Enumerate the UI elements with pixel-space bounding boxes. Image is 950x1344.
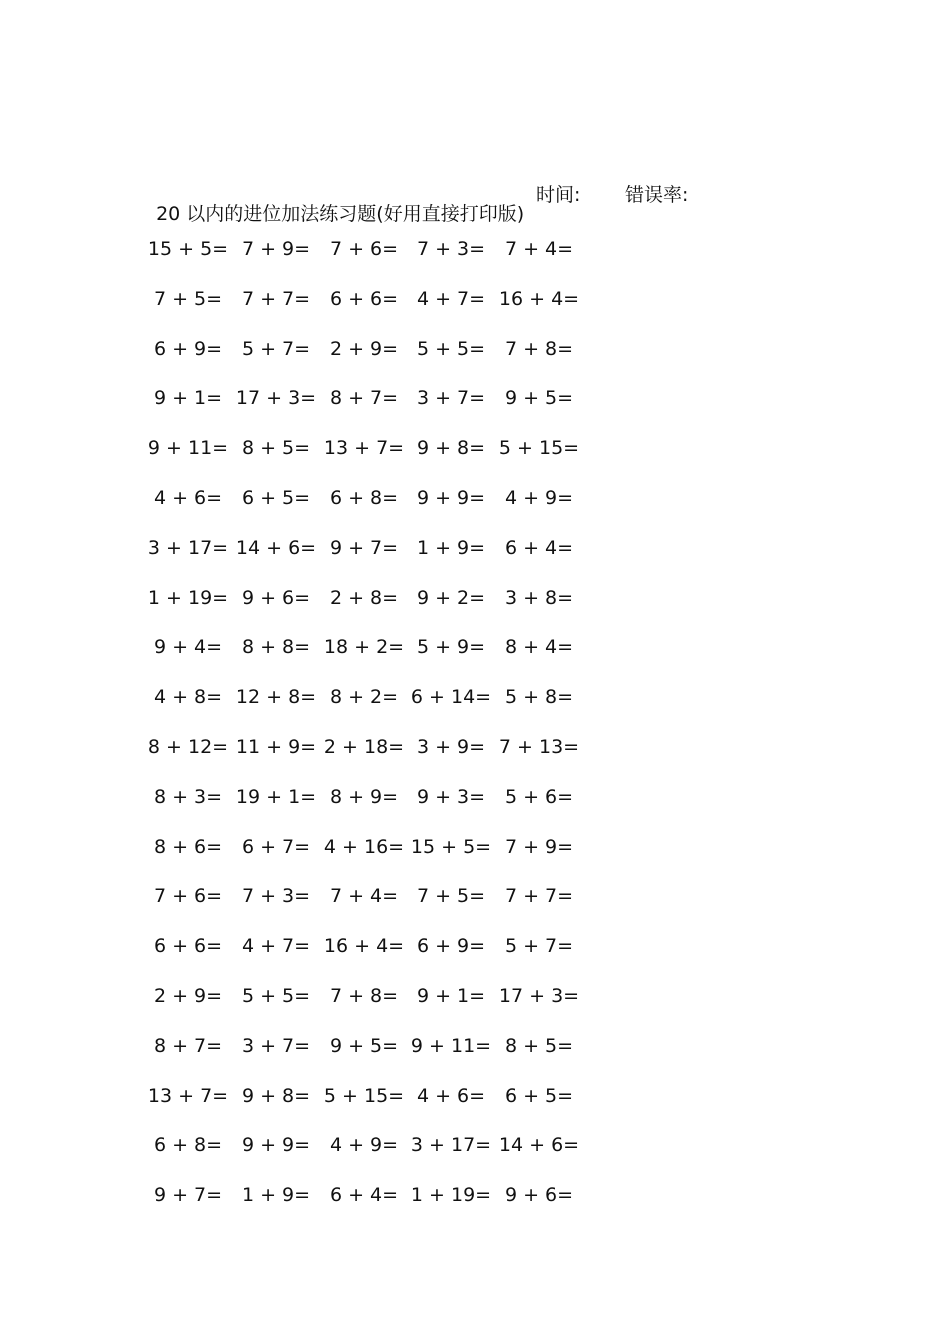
problem-item: 8 + 7= [329, 387, 399, 410]
problem-item: 5 + 5= [241, 985, 311, 1007]
problem-item: 1 + 19= [410, 1184, 492, 1207]
problem-row [0, 733, 950, 761]
problem-item: 12 + 8= [235, 686, 317, 709]
problem-row [0, 1181, 950, 1209]
problem-row [0, 683, 950, 711]
problem-item: 7 + 3= [416, 238, 486, 260]
problem-item: 17 + 3= [498, 985, 580, 1007]
problem-item: 2 + 9= [153, 985, 223, 1007]
problem-item: 8 + 6= [153, 835, 223, 858]
problem-row [0, 285, 950, 313]
problem-item: 9 + 4= [153, 636, 223, 659]
problem-item: 18 + 2= [323, 636, 405, 659]
problem-row [0, 882, 950, 910]
problem-item: 3 + 9= [416, 736, 486, 758]
problem-item: 6 + 7= [241, 835, 311, 858]
problem-item: 6 + 8= [153, 1134, 223, 1157]
problem-item: 15 + 5= [410, 835, 492, 858]
problem-item: 14 + 6= [235, 536, 317, 559]
problem-item: 7 + 4= [504, 238, 574, 260]
problem-row [0, 633, 950, 661]
problem-item: 9 + 8= [241, 1084, 311, 1107]
problem-item: 4 + 6= [153, 487, 223, 509]
problem-item: 7 + 8= [329, 985, 399, 1007]
problem-item: 11 + 9= [235, 736, 317, 758]
problem-item: 13 + 7= [323, 437, 405, 460]
problem-item: 8 + 8= [241, 636, 311, 659]
problem-item: 7 + 3= [241, 885, 311, 908]
time-label: 时间: [536, 184, 581, 206]
problem-item: 7 + 6= [329, 238, 399, 260]
problem-item: 8 + 4= [504, 636, 574, 659]
problem-item: 5 + 7= [241, 337, 311, 360]
problem-item: 7 + 7= [504, 885, 574, 908]
problem-row [0, 1032, 950, 1060]
problem-item: 17 + 3= [235, 387, 317, 410]
problem-row [0, 484, 950, 512]
error-rate-label: 错误率: [625, 184, 689, 206]
problem-item: 8 + 12= [147, 736, 229, 758]
problem-item: 8 + 9= [329, 785, 399, 808]
problem-item: 16 + 4= [323, 935, 405, 958]
problem-item: 7 + 7= [241, 287, 311, 310]
problem-item: 2 + 9= [329, 337, 399, 360]
problem-item: 6 + 14= [410, 686, 492, 709]
problem-item: 4 + 9= [329, 1134, 399, 1157]
problem-item: 7 + 4= [329, 885, 399, 908]
problem-item: 5 + 5= [416, 337, 486, 360]
problem-item: 7 + 9= [241, 238, 311, 260]
problem-item: 7 + 8= [504, 337, 574, 360]
problem-item: 8 + 7= [153, 1034, 223, 1057]
problem-item: 9 + 5= [329, 1034, 399, 1057]
problem-row [0, 434, 950, 462]
problem-item: 9 + 7= [153, 1184, 223, 1207]
problem-item: 9 + 7= [329, 536, 399, 559]
problem-row [0, 982, 950, 1010]
problem-item: 8 + 2= [329, 686, 399, 709]
problem-item: 3 + 8= [504, 586, 574, 609]
problem-item: 7 + 6= [153, 885, 223, 908]
problem-item: 5 + 15= [498, 437, 580, 460]
problem-item: 9 + 11= [410, 1034, 492, 1057]
problem-item: 2 + 8= [329, 586, 399, 609]
problem-item: 9 + 9= [241, 1134, 311, 1157]
problem-item: 5 + 8= [504, 686, 574, 709]
problem-item: 6 + 9= [153, 337, 223, 360]
problem-item: 9 + 1= [416, 985, 486, 1007]
problem-item: 4 + 9= [504, 487, 574, 509]
problem-item: 15 + 5= [147, 238, 229, 260]
problem-item: 9 + 5= [504, 387, 574, 410]
problem-row [0, 534, 950, 562]
problem-item: 4 + 6= [416, 1084, 486, 1107]
problem-item: 6 + 4= [504, 536, 574, 559]
problem-item: 5 + 7= [504, 935, 574, 958]
problem-item: 9 + 3= [416, 785, 486, 808]
problem-item: 1 + 19= [147, 586, 229, 609]
problem-item: 5 + 6= [504, 785, 574, 808]
problem-item: 4 + 7= [416, 287, 486, 310]
problem-item: 4 + 7= [241, 935, 311, 958]
problem-item: 13 + 7= [147, 1084, 229, 1107]
problem-row [0, 932, 950, 960]
problem-item: 3 + 17= [147, 536, 229, 559]
problem-item: 6 + 6= [329, 287, 399, 310]
problem-row [0, 1082, 950, 1110]
problem-item: 8 + 5= [241, 437, 311, 460]
problem-item: 2 + 18= [323, 736, 405, 758]
problem-item: 9 + 6= [504, 1184, 574, 1207]
problem-item: 7 + 13= [498, 736, 580, 758]
problem-item: 9 + 6= [241, 586, 311, 609]
problem-item: 6 + 8= [329, 487, 399, 509]
problem-item: 4 + 8= [153, 686, 223, 709]
problem-item: 19 + 1= [235, 785, 317, 808]
problem-item: 7 + 5= [153, 287, 223, 310]
problem-item: 4 + 16= [323, 835, 405, 858]
problem-item: 9 + 8= [416, 437, 486, 460]
problem-item: 8 + 3= [153, 785, 223, 808]
problem-item: 3 + 17= [410, 1134, 492, 1157]
problem-item: 1 + 9= [241, 1184, 311, 1207]
problem-item: 9 + 11= [147, 437, 229, 460]
problem-item: 16 + 4= [498, 287, 580, 310]
problem-row [0, 1131, 950, 1159]
problem-item: 7 + 9= [504, 835, 574, 858]
problem-item: 6 + 5= [504, 1084, 574, 1107]
problem-row [0, 783, 950, 811]
problem-item: 6 + 6= [153, 935, 223, 958]
problem-item: 1 + 9= [416, 536, 486, 559]
problem-item: 8 + 5= [504, 1034, 574, 1057]
problem-item: 9 + 9= [416, 487, 486, 509]
problem-item: 3 + 7= [416, 387, 486, 410]
problem-item: 9 + 1= [153, 387, 223, 410]
problem-row [0, 584, 950, 612]
problem-item: 6 + 9= [416, 935, 486, 958]
problem-item: 6 + 5= [241, 487, 311, 509]
problem-row [0, 335, 950, 363]
problem-item: 3 + 7= [241, 1034, 311, 1057]
problem-row [0, 235, 950, 263]
problem-item: 5 + 9= [416, 636, 486, 659]
worksheet-title: 20 以内的进位加法练习题(好用直接打印版) [156, 203, 525, 225]
problem-row [0, 833, 950, 861]
problem-item: 6 + 4= [329, 1184, 399, 1207]
problem-item: 5 + 15= [323, 1084, 405, 1107]
problem-item: 9 + 2= [416, 586, 486, 609]
problem-item: 14 + 6= [498, 1134, 580, 1157]
problem-item: 7 + 5= [416, 885, 486, 908]
problem-row [0, 384, 950, 412]
